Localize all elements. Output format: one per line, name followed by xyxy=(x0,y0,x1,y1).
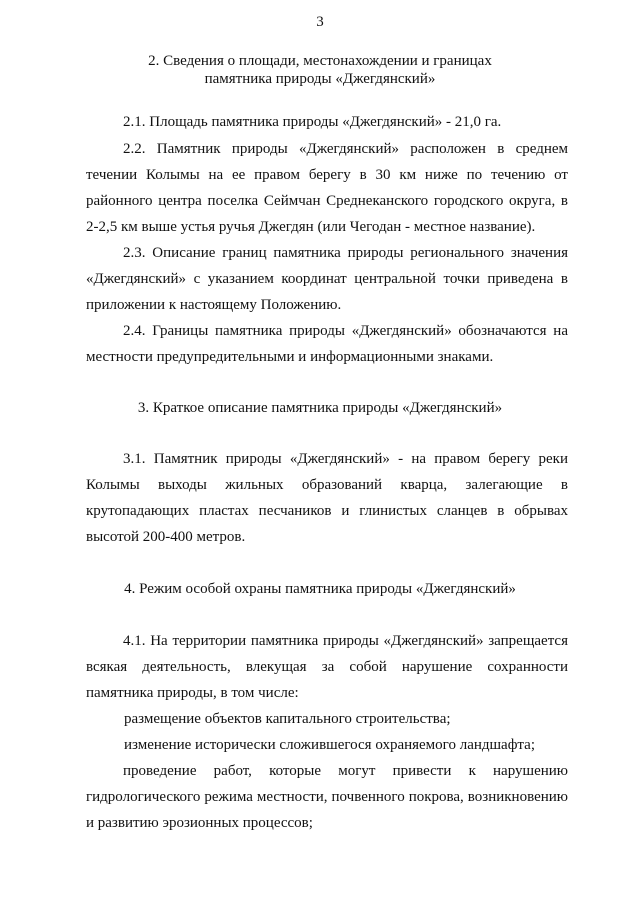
section-4-heading: 4. Режим особой охраны памятника природы «Джегдянский» xyxy=(124,581,516,597)
section-3-heading: 3. Краткое описание памятника природы «Джегдянский» xyxy=(137,400,503,416)
paragraph-2-3: 2.3. Описание границ памятника природы регионального значения «Джегдянский» с указанием координат центральной точки приведена в приложении к настоящему Положению. xyxy=(86,245,568,313)
list-item-landscape: изменение исторически сложившегося охраняемого ландшафта; xyxy=(124,737,535,753)
paragraph-4-1: 4.1. На территории памятника природы «Джегдянский» запрещается всякая деятельность, влекущая за собой нарушение сохранности памятника природы, в том числе: xyxy=(86,633,568,701)
paragraph-3-1: 3.1. Памятник природы «Джегдянский» - на правом берегу реки Колымы выходы жильных образований кварца, залегающие в крутопадающих пластах песчаников и глинистых сланцев в обрывах высотой 200-400 метров. xyxy=(86,451,568,545)
page-number: 3 xyxy=(316,14,324,30)
section-2-heading-line-2: памятника природы «Джегдянский» xyxy=(204,71,436,87)
paragraph-2-1: 2.1. Площадь памятника природы «Джегдянский» - 21,0 га. xyxy=(123,114,502,130)
list-item-hydrology: проведение работ, которые могут привести к нарушению гидрологического режима местности, почвенного покрова, возникновению и развитию эрозионных процессов; xyxy=(86,763,568,831)
paragraph-2-2: 2.2. Памятник природы «Джегдянский» расположен в среднем течении Колымы на ее правом берегу в 30 км ниже по течению от районного центра поселка Сеймчан Среднеканского городского округа, в 2-2,5 км выше устья ручья Джегдян (или Чегодан - местное название). xyxy=(86,141,568,235)
list-item-construction: размещение объектов капитального строительства; xyxy=(124,711,451,727)
section-2-heading-line-1: 2. Сведения о площади, местонахождении и границах xyxy=(148,53,492,69)
paragraph-2-4: 2.4. Границы памятника природы «Джегдянский» обозначаются на местности предупредительными и информационными знаками. xyxy=(86,323,568,365)
